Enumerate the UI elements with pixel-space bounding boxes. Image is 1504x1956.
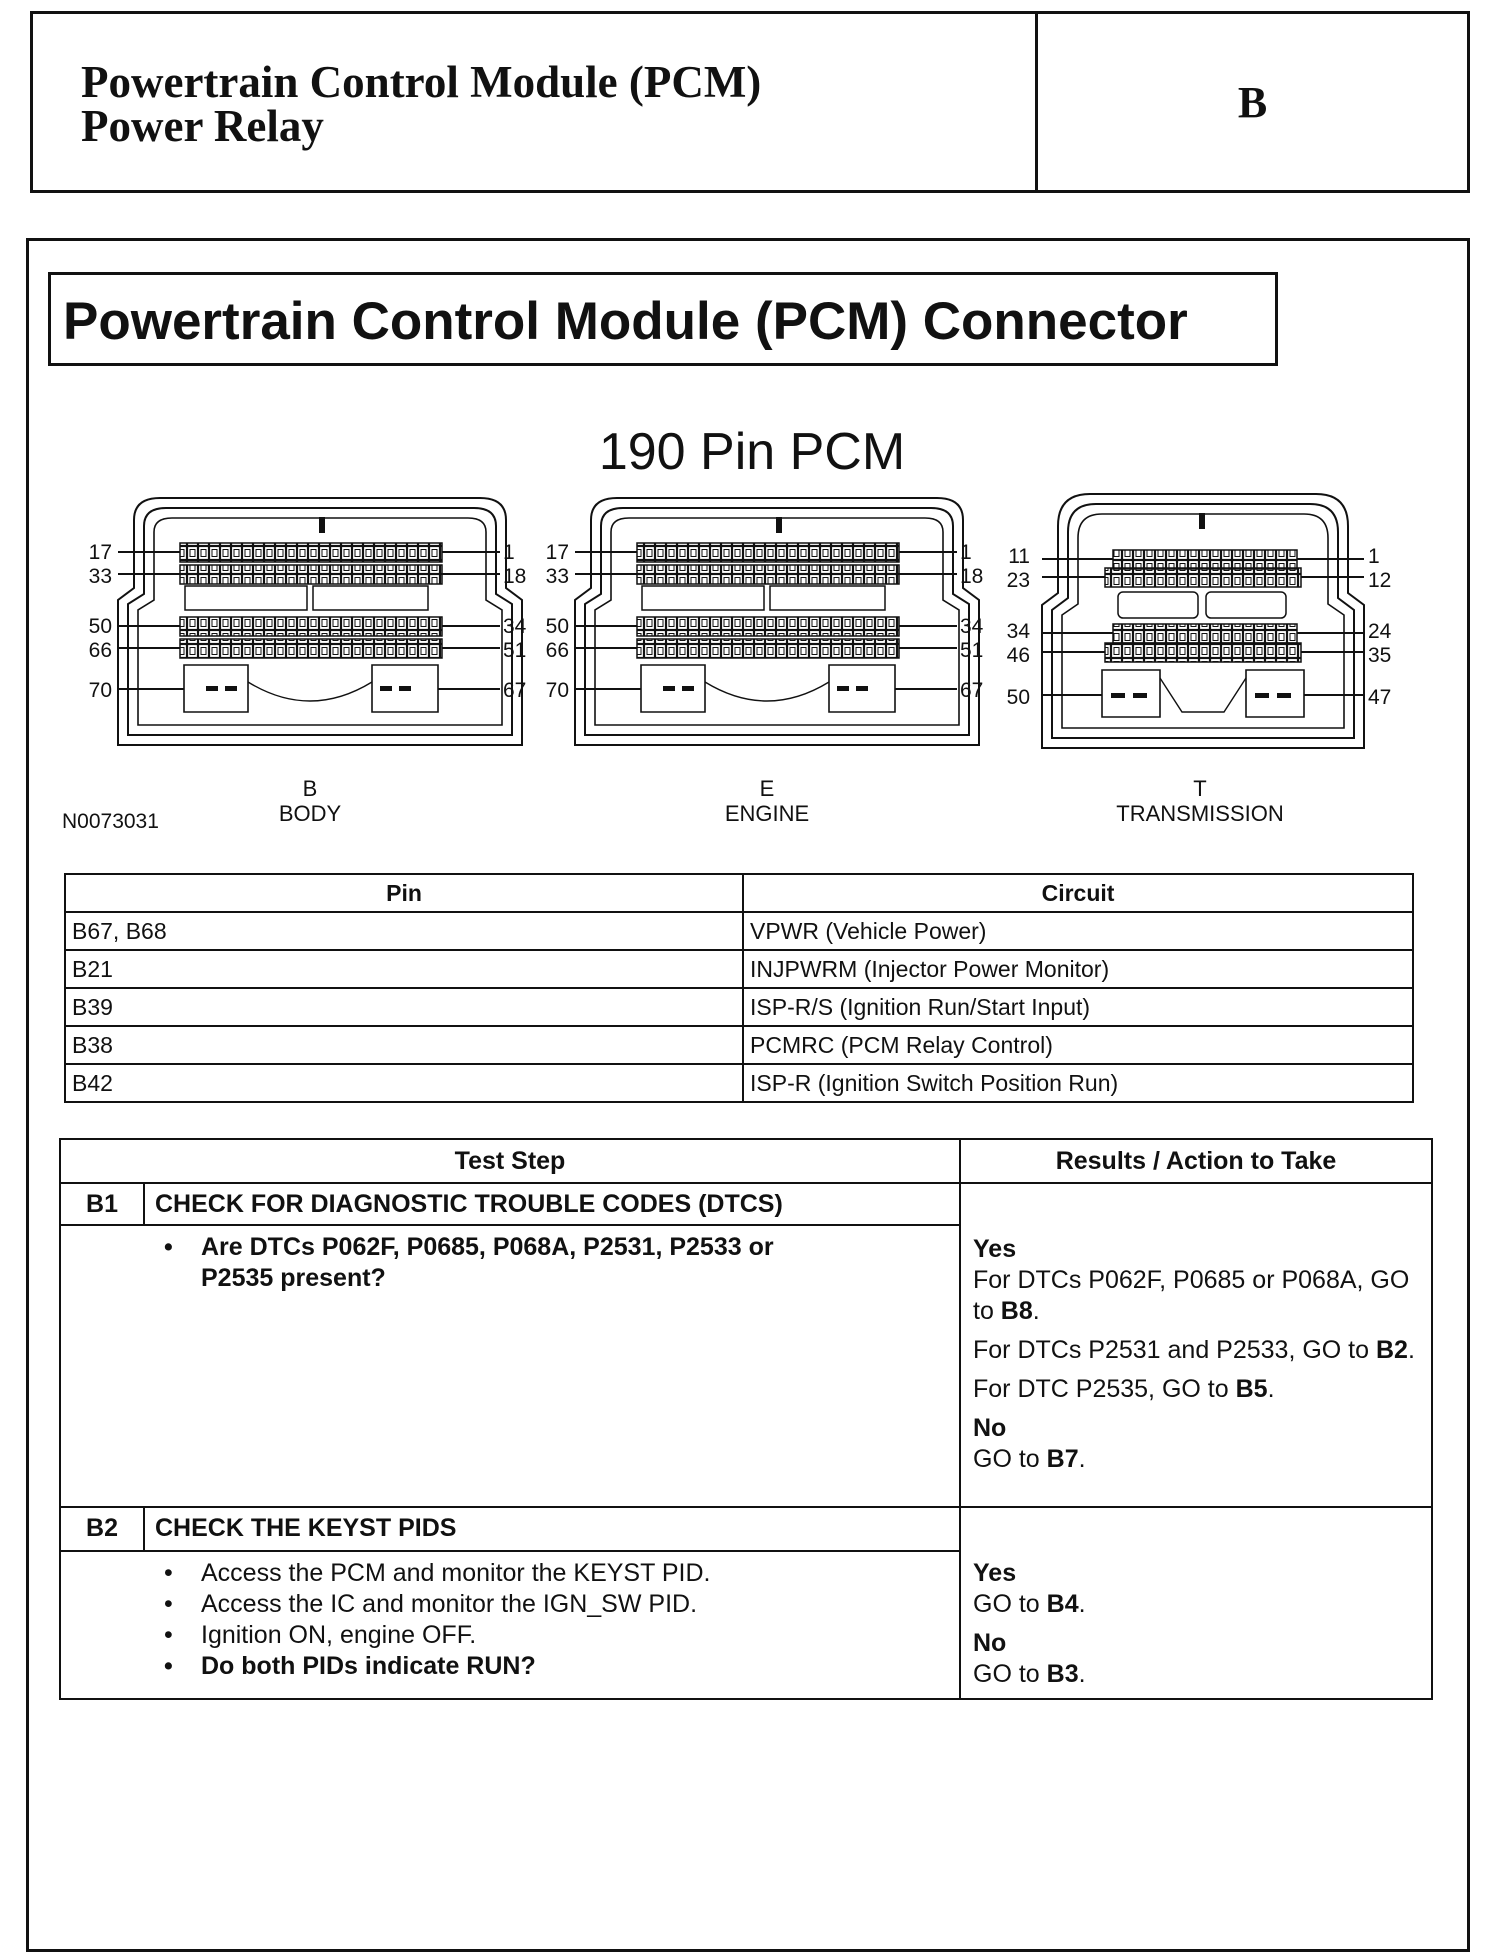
connector-title: Powertrain Control Module (PCM) Connector: [63, 292, 1188, 351]
transmission-connector-label: [1080, 776, 1320, 826]
engine-pin-label: 17: [545, 541, 569, 564]
circuit-column-header: Circuit: [743, 874, 1413, 912]
engine-pin-label: 18: [960, 565, 984, 588]
result-end: .: [1267, 1375, 1275, 1403]
connector-letter: B: [302, 776, 318, 801]
engine-pin-label: 1: [960, 541, 972, 564]
connector-diagram: [0, 0, 1504, 800]
step-title: CHECK FOR DIAGNOSTIC TROUBLE CODES (DTCS): [144, 1183, 960, 1225]
pin-column-header: Pin: [65, 874, 743, 912]
engine-pin-label: 67: [960, 679, 984, 702]
body-pin-label: 17: [88, 541, 112, 564]
result-text: For DTCs P2531 and P2533, GO to: [973, 1336, 1376, 1364]
figure-id: N0073031: [62, 810, 159, 833]
body-pin-label: 51: [503, 639, 527, 662]
connector-name: ENGINE: [724, 801, 810, 826]
transmission-pin-label: 24: [1368, 620, 1392, 643]
transmission-connector-drawing: [1042, 494, 1364, 748]
step-title: CHECK THE KEYST PIDS: [144, 1507, 960, 1551]
transmission-pin-label: 1: [1368, 545, 1380, 568]
results-header: Results / Action to Take: [960, 1139, 1432, 1183]
pin-cell: B42: [65, 1064, 743, 1102]
yes-label: Yes: [973, 1559, 1017, 1587]
test-step-title-row: [60, 1507, 1432, 1551]
table-row: [65, 950, 1413, 988]
goto-target: B8: [1000, 1297, 1033, 1325]
connector-letter: T: [1193, 776, 1207, 801]
instruction-item: • Ignition ON, engine OFF.: [201, 1620, 959, 1651]
result-end: .: [1032, 1297, 1040, 1325]
table-row: [65, 912, 1413, 950]
pin-cell: B38: [65, 1026, 743, 1064]
transmission-pin-label: 23: [1006, 569, 1030, 592]
pin-circuit-table: [64, 873, 1414, 1103]
connector-name: TRANSMISSION: [1116, 801, 1284, 826]
table-row: [65, 1064, 1413, 1102]
pin-cell: B67, B68: [65, 912, 743, 950]
body-pin-label: 66: [88, 639, 112, 662]
body-pin-label: 67: [503, 679, 527, 702]
section-code: B: [1237, 77, 1268, 127]
step-id: B2: [60, 1507, 144, 1551]
body-pin-label: 70: [88, 679, 112, 702]
step-instructions: [60, 1551, 960, 1699]
table-row: [65, 1026, 1413, 1064]
body-connector-label: [230, 776, 390, 826]
result-end: .: [1078, 1590, 1086, 1618]
test-step-table: [59, 1138, 1433, 1700]
no-label: No: [973, 1414, 1007, 1442]
body-pin-label: 18: [503, 565, 527, 588]
result-text: For DTCs P062F, P0685 or P068A, GO to: [973, 1266, 1410, 1325]
header-title-line1: Powertrain Control Module (PCM): [81, 57, 762, 107]
test-step-header: Test Step: [60, 1139, 960, 1183]
engine-pin-label: 34: [960, 615, 984, 638]
transmission-pin-label: 34: [1006, 620, 1030, 643]
body-connector-drawing: [118, 498, 522, 745]
result-end: .: [1078, 1445, 1086, 1473]
pin-count-title: 190 Pin PCM: [598, 423, 906, 481]
engine-pin-label: 51: [960, 639, 984, 662]
engine-pin-label: 70: [545, 679, 569, 702]
body-pin-label: 50: [88, 615, 112, 638]
result-text: GO to: [973, 1590, 1047, 1618]
circuit-cell: INJPWRM (Injector Power Monitor): [743, 950, 1413, 988]
goto-target: B2: [1375, 1336, 1408, 1364]
result-end: .: [1078, 1660, 1086, 1688]
transmission-pin-label: 50: [1006, 686, 1030, 709]
result-text: For DTC P2535, GO to: [973, 1375, 1236, 1403]
connector-name: BODY: [278, 801, 342, 826]
body-pin-label: 33: [88, 565, 112, 588]
step-id: B1: [60, 1183, 144, 1225]
table-header-row: [65, 874, 1413, 912]
goto-target: B3: [1046, 1660, 1079, 1688]
body-pin-label: 34: [503, 615, 527, 638]
result-text: GO to: [973, 1660, 1047, 1688]
transmission-pin-label: 11: [1008, 545, 1030, 568]
yes-label: Yes: [973, 1235, 1017, 1263]
result-end: .: [1407, 1336, 1415, 1364]
transmission-pin-label: 46: [1006, 644, 1030, 667]
engine-connector-drawing: [575, 498, 979, 745]
instruction-item: • Access the IC and monitor the IGN_SW PID.: [201, 1589, 959, 1620]
transmission-pin-label: 35: [1368, 644, 1392, 667]
instruction-item: • Access the PCM and monitor the KEYST PID.: [201, 1558, 959, 1589]
pin-cell: B21: [65, 950, 743, 988]
goto-target: B4: [1046, 1590, 1079, 1618]
body-pin-label: 1: [503, 541, 515, 564]
circuit-cell: PCMRC (PCM Relay Control): [743, 1026, 1413, 1064]
no-label: No: [973, 1629, 1007, 1657]
engine-pin-label: 33: [545, 565, 569, 588]
connector-letter: E: [759, 776, 775, 801]
circuit-cell: VPWR (Vehicle Power): [743, 912, 1413, 950]
header-title-line2: Power Relay: [81, 101, 324, 151]
table-row: [65, 988, 1413, 1026]
result-text: GO to: [973, 1445, 1047, 1473]
circuit-cell: ISP-R/S (Ignition Run/Start Input): [743, 988, 1413, 1026]
instruction-item: • Do both PIDs indicate RUN?: [201, 1651, 959, 1682]
step-results: [960, 1183, 1432, 1507]
goto-target: B5: [1235, 1375, 1268, 1403]
transmission-pin-label: 12: [1368, 569, 1392, 592]
engine-pin-label: 50: [545, 615, 569, 638]
engine-connector-label: [687, 776, 847, 826]
transmission-pin-label: 47: [1368, 686, 1392, 709]
table-header-row: [60, 1139, 1432, 1183]
goto-target: B7: [1046, 1445, 1079, 1473]
engine-pin-label: 66: [545, 639, 569, 662]
instruction-item: • Are DTCs P062F, P0685, P068A, P2531, P2533 or P2535 present?: [201, 1232, 821, 1294]
circuit-cell: ISP-R (Ignition Switch Position Run): [743, 1064, 1413, 1102]
test-step-title-row: [60, 1183, 1432, 1225]
step-instructions: [60, 1225, 960, 1507]
pin-cell: B39: [65, 988, 743, 1026]
step-results: [960, 1507, 1432, 1699]
